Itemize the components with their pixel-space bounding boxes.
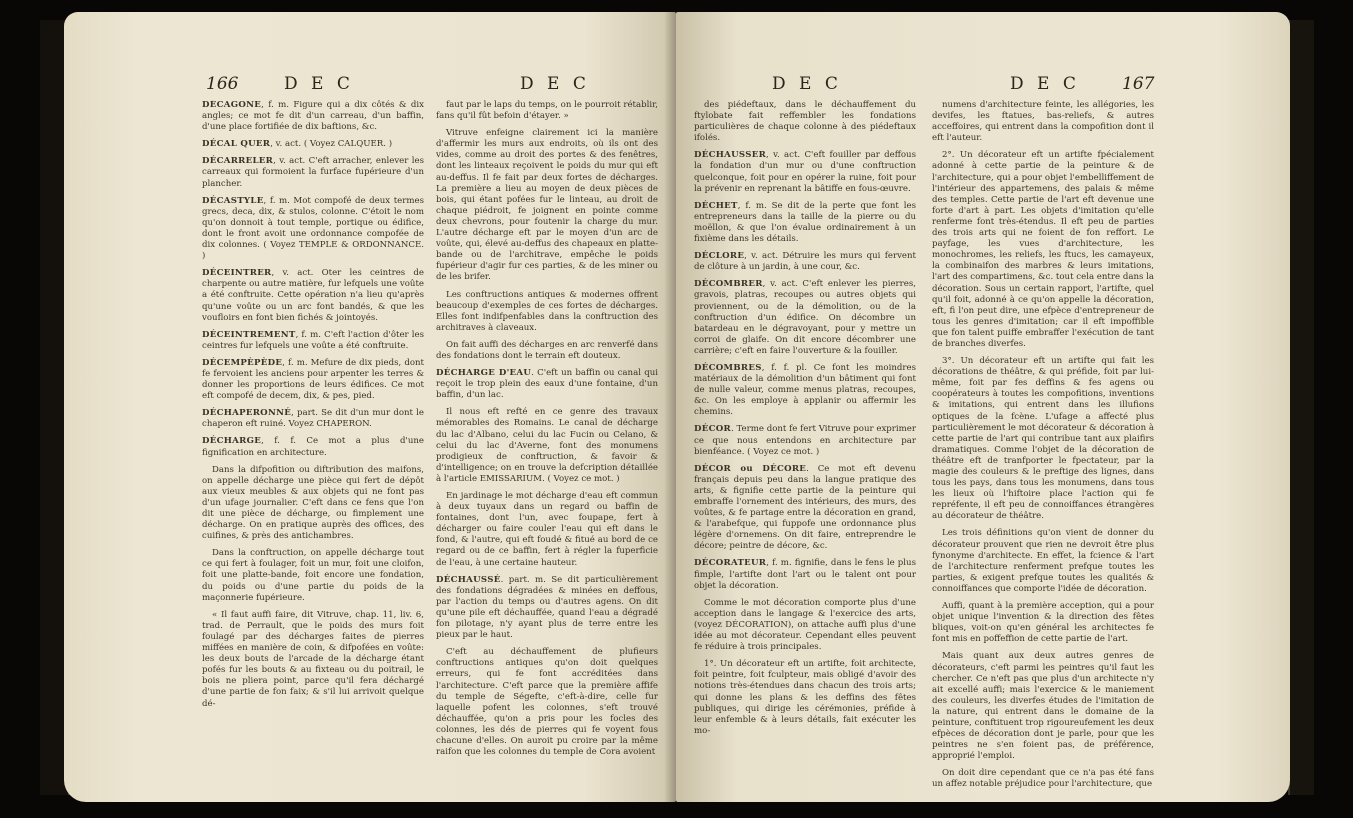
entry-text: On fait auffi des décharges en arc renverfé dans des fondations dont le terrain eft douteux.: [436, 339, 658, 361]
book-edge-right: [1288, 20, 1314, 795]
entry-text: . Terme dont fe fert Vitruve pour exprimer ce que nous entendons en architecture par bienféance. ( Voyez ce mot. ): [694, 424, 916, 457]
entry-text: faut par le laps du temps, on le pourroit rétablir, fans qu'il fût befoin d'étayer. »: [436, 100, 658, 122]
entry-headword: DÉCARRELER: [202, 156, 274, 167]
entry-paragraph: [436, 491, 658, 569]
entry-paragraph: [694, 100, 916, 144]
entry-text: Les trois définitions qu'on vient de donner du décorateur prouvent que rien ne devroit être plus fynonyme d'architecte. En effet, la fcience & l'art de l'architecture renferment prefque toutes les parties, & exigent prefque toutes les qualités & connoiffances que comporte l'idée de décoration.: [932, 528, 1154, 594]
dictionary-entry: [202, 100, 424, 133]
entry-text: C'eft au déchauffement de plufieurs conftructions antiques qu'on doit quelques erreurs, qui fe font accréditées dans l'architecture. C'eft parce que la première affife du temple de Ségefte, c'eft-à-dire, celle fur laquelle pofent les colonnes, s'eft trouvé déchauffée, qu'on a pris pour les focles des colonnes, les dés de pierres qui fe voyent fous chacune d'elles. On auroit pu croire par la même raifon que les colonnes du temple de Cora avoient: [436, 647, 658, 758]
entry-paragraph: [202, 548, 424, 603]
entry-text: , f. f. pl. Ce font les moindres matériaux de la démolition d'un bâtiment qui font de nulle valeur, comme menus platras, recoupes, &c. On les employe à applanir ou affermir les chemins.: [694, 362, 916, 418]
entry-paragraph: [202, 610, 424, 710]
dictionary-entry: [694, 464, 916, 553]
entry-headword: DÉCASTYLE: [202, 195, 264, 206]
entry-headword: DÉCOMBRES: [694, 362, 762, 373]
entry-headword: DÉCAGONE: [202, 100, 262, 110]
entry-paragraph: [436, 647, 658, 758]
entry-headword: DÉCHAUSSÉ: [436, 574, 501, 585]
dictionary-entry: [694, 251, 916, 273]
dictionary-entry: [694, 558, 916, 591]
entry-headword: DÉCOR: [694, 424, 731, 435]
dictionary-entry: [694, 201, 916, 245]
dictionary-entry: [202, 268, 424, 323]
entry-text: numens d'architecture feinte, les allégories, les devifes, les ftatues, bas-reliefs, & autres acceffoires, qui entrent dans la compofition dont il eft l'auteur.: [932, 100, 1154, 144]
entry-paragraph: [436, 340, 658, 362]
dictionary-entry: [694, 363, 916, 418]
entry-text: 3°. Un décorateur eft un artifte qui fait les décorations de théâtre, & qui préfide, foit par lui-même, foit par fes deffins & fes agens ou coopérateurs à toutes les compofitions, inventions & imitations, qui entrent dans les illufions optiques de la fcène. L'ufage a affecté plus particulièrement le mot décorateur & décoration à cette partie de l'art qui contribue tant aux plaifirs dramatiques. Comme l'objet de la décoration de théâtre eft de tranfporter le fpectateur, par la magie des couleurs & le preftige des lignes, dans tous les pays, dans tous les monumens, dans tous les lieux où l'hiftoire place l'action qui fe repréfente, il eft peu de connoiffances étrangères au décorateur de théâtre.: [932, 356, 1154, 522]
dictionary-entry: [202, 196, 424, 263]
entry-text: , f. m. Mefure de dix pieds, dont fe fervoient les anciens pour arpenter les terres & donner les proportions de leurs édifices. Ce mot eft compofé de decem, dix, & pes, pied.: [202, 357, 424, 402]
entry-text: , f. m. Figure qui a dix côtés & dix angles; ce mot fe dit d'un carreau, d'un baffin, d'une place fortifiée de dix baftions, &c.: [202, 100, 424, 133]
entry-headword: DÉCHARGE D'EAU: [436, 368, 532, 379]
entry-text: , v. act. Oter les ceintres de charpente ou autre matière, fur lefquels une voûte a été conftruite. Cette opération n'a lieu qu'après qu'une voûte ou un arc font bandés, & que les voufloirs en font bien fichés & jointoyés.: [202, 268, 424, 323]
dictionary-entry: [202, 408, 424, 430]
entry-paragraph: [932, 150, 1154, 350]
entry-text: Il nous eft refté en ce genre des travaux mémorables des Romains. Le canal de décharge du lac d'Albano, celui du lac Fucin ou Celano, & celui du lac d'Averne, font des monumens prodigieux de conftruction, & favoir & d'intelligence; on en trouve la defcription détaillée à l'article EMISSARIUM. ( Voyez ce mot. ): [436, 407, 658, 484]
entry-headword: DÉCEINTREMENT: [202, 329, 296, 340]
entry-text: Les conftructions antiques & modernes offrent beaucoup d'exemples de ces fortes de décharges. Elles font indifpenfables dans la conftruction des architraves à claveaux.: [436, 289, 658, 333]
entry-text: , part. Se dit d'un mur dont le chaperon eft ruiné. Voyez CHAPERON.: [202, 408, 424, 430]
entry-text: Dans la conftruction, on appelle décharge tout ce qui fert à foulager, foit un mur, foit une cloifon, foit une platte-bande, foit encore une fondation, du poids ou d'une partie du poids de la maçonnerie fupérieure.: [202, 548, 424, 603]
running-head-left: D E C: [284, 74, 354, 94]
entry-text: , f. m. Se dit de la perte que font les entrepreneurs dans la taille de la pierre ou du moëllon, & que l'on évalue ordinairement à un fixième dans les détails.: [694, 200, 916, 245]
entry-text: des piédeftaux, dans le déchauffement du ftylobate fait reffembler les fondations particulières de chaque colonne à des piédeftaux ifolés.: [694, 100, 916, 144]
entry-headword: DÉCEMPÈPÈDE: [202, 357, 283, 368]
dictionary-entry: [202, 156, 424, 189]
entry-headword: DÉCHET: [694, 200, 738, 211]
left-page: [64, 12, 676, 802]
entry-text: . C'eft un baffin ou canal qui reçoit le trop plein des eaux d'une fontaine, d'un baffin, d'un lac.: [436, 368, 658, 401]
entry-headword: DÉCHARGE: [202, 436, 262, 447]
right-page-column-1: [694, 100, 916, 790]
running-head-right: D E C: [772, 74, 842, 94]
entry-paragraph: [436, 407, 658, 485]
entry-text: Vitruve enfeigne clairement ici la manière d'affermir les murs aux endroits, où ils ont des vides, comme au droit des portes & des fenêtres, dont les linteaux reçoivent le poids du mur qui eft au-deffus. Il fe fait par deux fortes de décharges. La première a lieu au moyen de deux pièces de bois, qui étant pofées fur le linteau, au droit de chaque piédroit, fe joignent en pointe comme deux chevrons, pour foutenir la charge du mur. L'autre décharge eft par le moyen d'un arc de voûte, qui, élevé au-deffus des chapeaux en platte-bande ou de l'architrave, empêche le poids fupérieur d'agir fur ces parties, & de les miner ou de les brifer.: [436, 128, 658, 283]
entry-text: , v. act. Détruire les murs qui fervent de clôture à un jardin, à une cour, &c.: [694, 251, 916, 273]
entry-paragraph: [932, 528, 1154, 595]
right-page-column-2: [932, 100, 1154, 790]
entry-paragraph: [694, 659, 916, 737]
entry-text: , f. m. fignifie, dans le fens le plus fimple, l'artifte dont l'art ou le talent ont pour objet la décoration.: [694, 558, 916, 591]
entry-paragraph: [694, 598, 916, 653]
entry-paragraph: [436, 290, 658, 334]
entry-paragraph: [436, 128, 658, 283]
entry-text: , f. m. Mot compofé de deux termes grecs, deca, dix, & stulos, colonne. C'étoit le nom qu'on donnoit à tout temple, portique ou édifice, dont le front avoit une ordonnance compofée de dix colonnes. ( Voyez TEMPLE & ORDONNANCE. ): [202, 195, 424, 262]
entry-text: , v. act. C'eft arracher, enlever les carreaux qui formoient la furface fupérieure d'un plancher.: [202, 156, 424, 189]
right-page: [676, 12, 1290, 802]
entry-text: Auffi, quant à la première acception, qui a pour objet unique l'invention & la direction des fêtes bliques, voit-on qu'en général les architectes fe font mis en poffeffion de cette partie de l'art.: [932, 601, 1154, 645]
entry-paragraph: [932, 601, 1154, 645]
dictionary-entry: [694, 424, 916, 457]
dictionary-entry: [694, 279, 916, 357]
entry-text: 2°. Un décorateur eft un artifte fpécialement adonné à cette partie de la peinture & de l'architecture, qui a pour objet l'embelliffement de l'intérieur des appartemens, des palais & même des temples. Cette partie de l'art eft devenue une forte d'art à part. Les objets d'imitation qu'elle renferme font très-étendus. Il eft peu de parties des trois arts qui ne foient de fon reffort. Le payfage, les vues d'architecture, les monochromes, les reliefs, les ftucs, les camayeux, la combinaifon des marbres & leurs imitations, l'art des compartimens, &c. tout cela entre dans la décoration. Sous un certain rapport, l'artifte, quel qu'il foit, adonné à ce qu'on appelle la décoration, eft, fi l'on peut dire, une efpèce d'entrepreneur de tous les genres d'imitation; car il eft impoffible que fon talent puiffe embraffer l'exécution de tant de branches diverfes.: [932, 150, 1154, 349]
page-number-left: 166: [206, 74, 239, 94]
entry-text: . Ce mot eft devenu français depuis peu dans la langue pratique des arts, & fignifie cette partie de la peinture qui embraffe l'ornement des intérieurs, des murs, des voûtes, & fe partage entre la décoration en grand, & l'arabefque, qui fuppofe une ordonnance plus légère d'ornemens. On dit faire, entreprendre le décore; peintre de décore, &c.: [694, 463, 916, 552]
entry-text: Dans la difpofition ou diftribution des maifons, on appelle décharge une pièce qui fert de dépôt aux vieux meubles & aux objets qui ne font pas d'un ufage journalier. C'eft dans ce fens que l'on dit une pièce de décharge, ou fimplement une décharge. On en pratique auprès des offices, des cuifines, & près des antichambres.: [202, 464, 424, 542]
entry-paragraph: [932, 651, 1154, 762]
entry-text: , f. f. Ce mot a plus d'une fignification en architecture.: [202, 436, 424, 458]
entry-text: , v. act. ( Voyez CALQUER. ): [270, 139, 393, 150]
dictionary-entry: [202, 139, 424, 150]
dictionary-entry: [202, 330, 424, 352]
entry-headword: DÉCLORE: [694, 251, 745, 262]
page-number-right: 167: [1122, 74, 1155, 94]
entry-text: 1°. Un décorateur eft un artifte, foit architecte, foit peintre, foit fculpteur, mais obligé d'avoir des notions très-étendues dans chacun des trois arts; qui donne les plans & les deffins des fêtes publiques, qui dirige les cérémonies, préfide à leur enfemble & à leurs détails, fait exécuter les mo-: [694, 659, 916, 736]
dictionary-entry: [694, 150, 916, 194]
entry-paragraph: [932, 100, 1154, 144]
entry-paragraph: [202, 465, 424, 543]
left-page-column-1: [202, 100, 424, 790]
entry-text: On doit dire cependant que ce n'a pas été fans un affez notable préjudice pour l'architecture, que: [932, 768, 1154, 790]
entry-headword: DÉCHAUSSER: [694, 150, 767, 161]
entry-text: « Il faut auffi faire, dit Vitruve, chap. 11, liv. 6, trad. de Perrault, que le poids des murs foit foulagé par des décharges faites de pierres miffées en manière de coin, & difpofées en voûte: les deux bouts de l'arcade de la décharge étant pofés fur les bouts & au fixteau ou du poitrail, le bois ne pliera point, parce qu'il fera déchargé d'une partie de fon faix; & s'il lui arrivoit quelque dé-: [202, 609, 424, 709]
dictionary-entry: [202, 358, 424, 402]
entry-paragraph: [932, 356, 1154, 522]
entry-text: , v. act. C'eft fouiller par deffous la fondation d'un mur ou d'une conftruction quelconque, foit pour en opérer la ruine, foit pour la prévenir en reprenant la bâtiffe en fous-œuvre.: [694, 150, 916, 194]
entry-text: Mais quant aux deux autres genres de décorateurs, c'eft parmi les peintres qu'il faut les chercher. Ce n'eft pas que plus d'un architecte n'y ait excellé auffi; mais l'exercice & le maniement des couleurs, les diverfes études de l'imitation de la nature, qui entrent dans le domaine de la peinture, conftituent trop rigoureufement les deux efpèces de décoration dont je parle, pour que les peintres ne s'en foient pas, de préférence, approprié l'emploi.: [932, 651, 1154, 762]
entry-text: En jardinage le mot décharge d'eau eft commun à deux tuyaux dans un regard ou baffin de fontaines, dont l'un, avec foupape, fert à décharger ou faire couler l'eau qui eft dans le fond, & l'autre, qui eft foudé & fitué au bord de ce regard ou de ce baffin, fert à régler la fuperficie de l'eau, à une certaine hauteur.: [436, 491, 658, 568]
entry-paragraph: [436, 100, 658, 122]
dictionary-entry: [436, 368, 658, 401]
running-head-right-2: D E C: [1010, 74, 1080, 94]
entry-text: , f. m. C'eft l'action d'ôter les ceintres fur lefquels une voûte a été conftruite.: [202, 329, 424, 351]
entry-headword: DÉCOMBRER: [694, 279, 763, 290]
dictionary-entry: [202, 436, 424, 458]
dictionary-entry: [436, 575, 658, 642]
entry-headword: DÉCAL QUER: [202, 139, 271, 150]
entry-text: Comme le mot décoration comporte plus d'une acception dans le langage & l'exercice des arts, (voyez DÉCORATION), on attache auffi plus d'une idée au mot décorateur. Cependant elles peuvent fe réduire à trois principales.: [694, 597, 916, 653]
entry-headword: DÉCORATEUR: [694, 558, 767, 569]
entry-text: . part. m. Se dit particulièrement des fondations dégradées & minées en deffous, par l'action du temps ou d'autres agens. On dit qu'une pile eft déchauffée, quand l'eau a dégradé fon pilotage, n'y ayant plus de terre entre les pieux par le haut.: [436, 574, 658, 641]
entry-headword: DÉCEINTRER: [202, 268, 272, 279]
entry-headword: DÉCOR ou DÉCORE: [694, 463, 807, 474]
running-head-left-2: D E C: [520, 74, 590, 94]
entry-text: , v. act. C'eft enlever les pierres, gravois, platras, recoupes ou autres objets qui proviennent, ou de la démolition, ou de la conftruction d'un édifice. On décombre un batardeau en le dégravoyant, pour y mettre un corroi de glaife. On dit encore décombrer une carrière; c'eft en faire l'ouverture & la fouiller.: [694, 279, 916, 356]
left-page-column-2: [436, 100, 658, 790]
entry-headword: DÉCHAPERONNÉ: [202, 408, 292, 419]
entry-paragraph: [932, 768, 1154, 790]
